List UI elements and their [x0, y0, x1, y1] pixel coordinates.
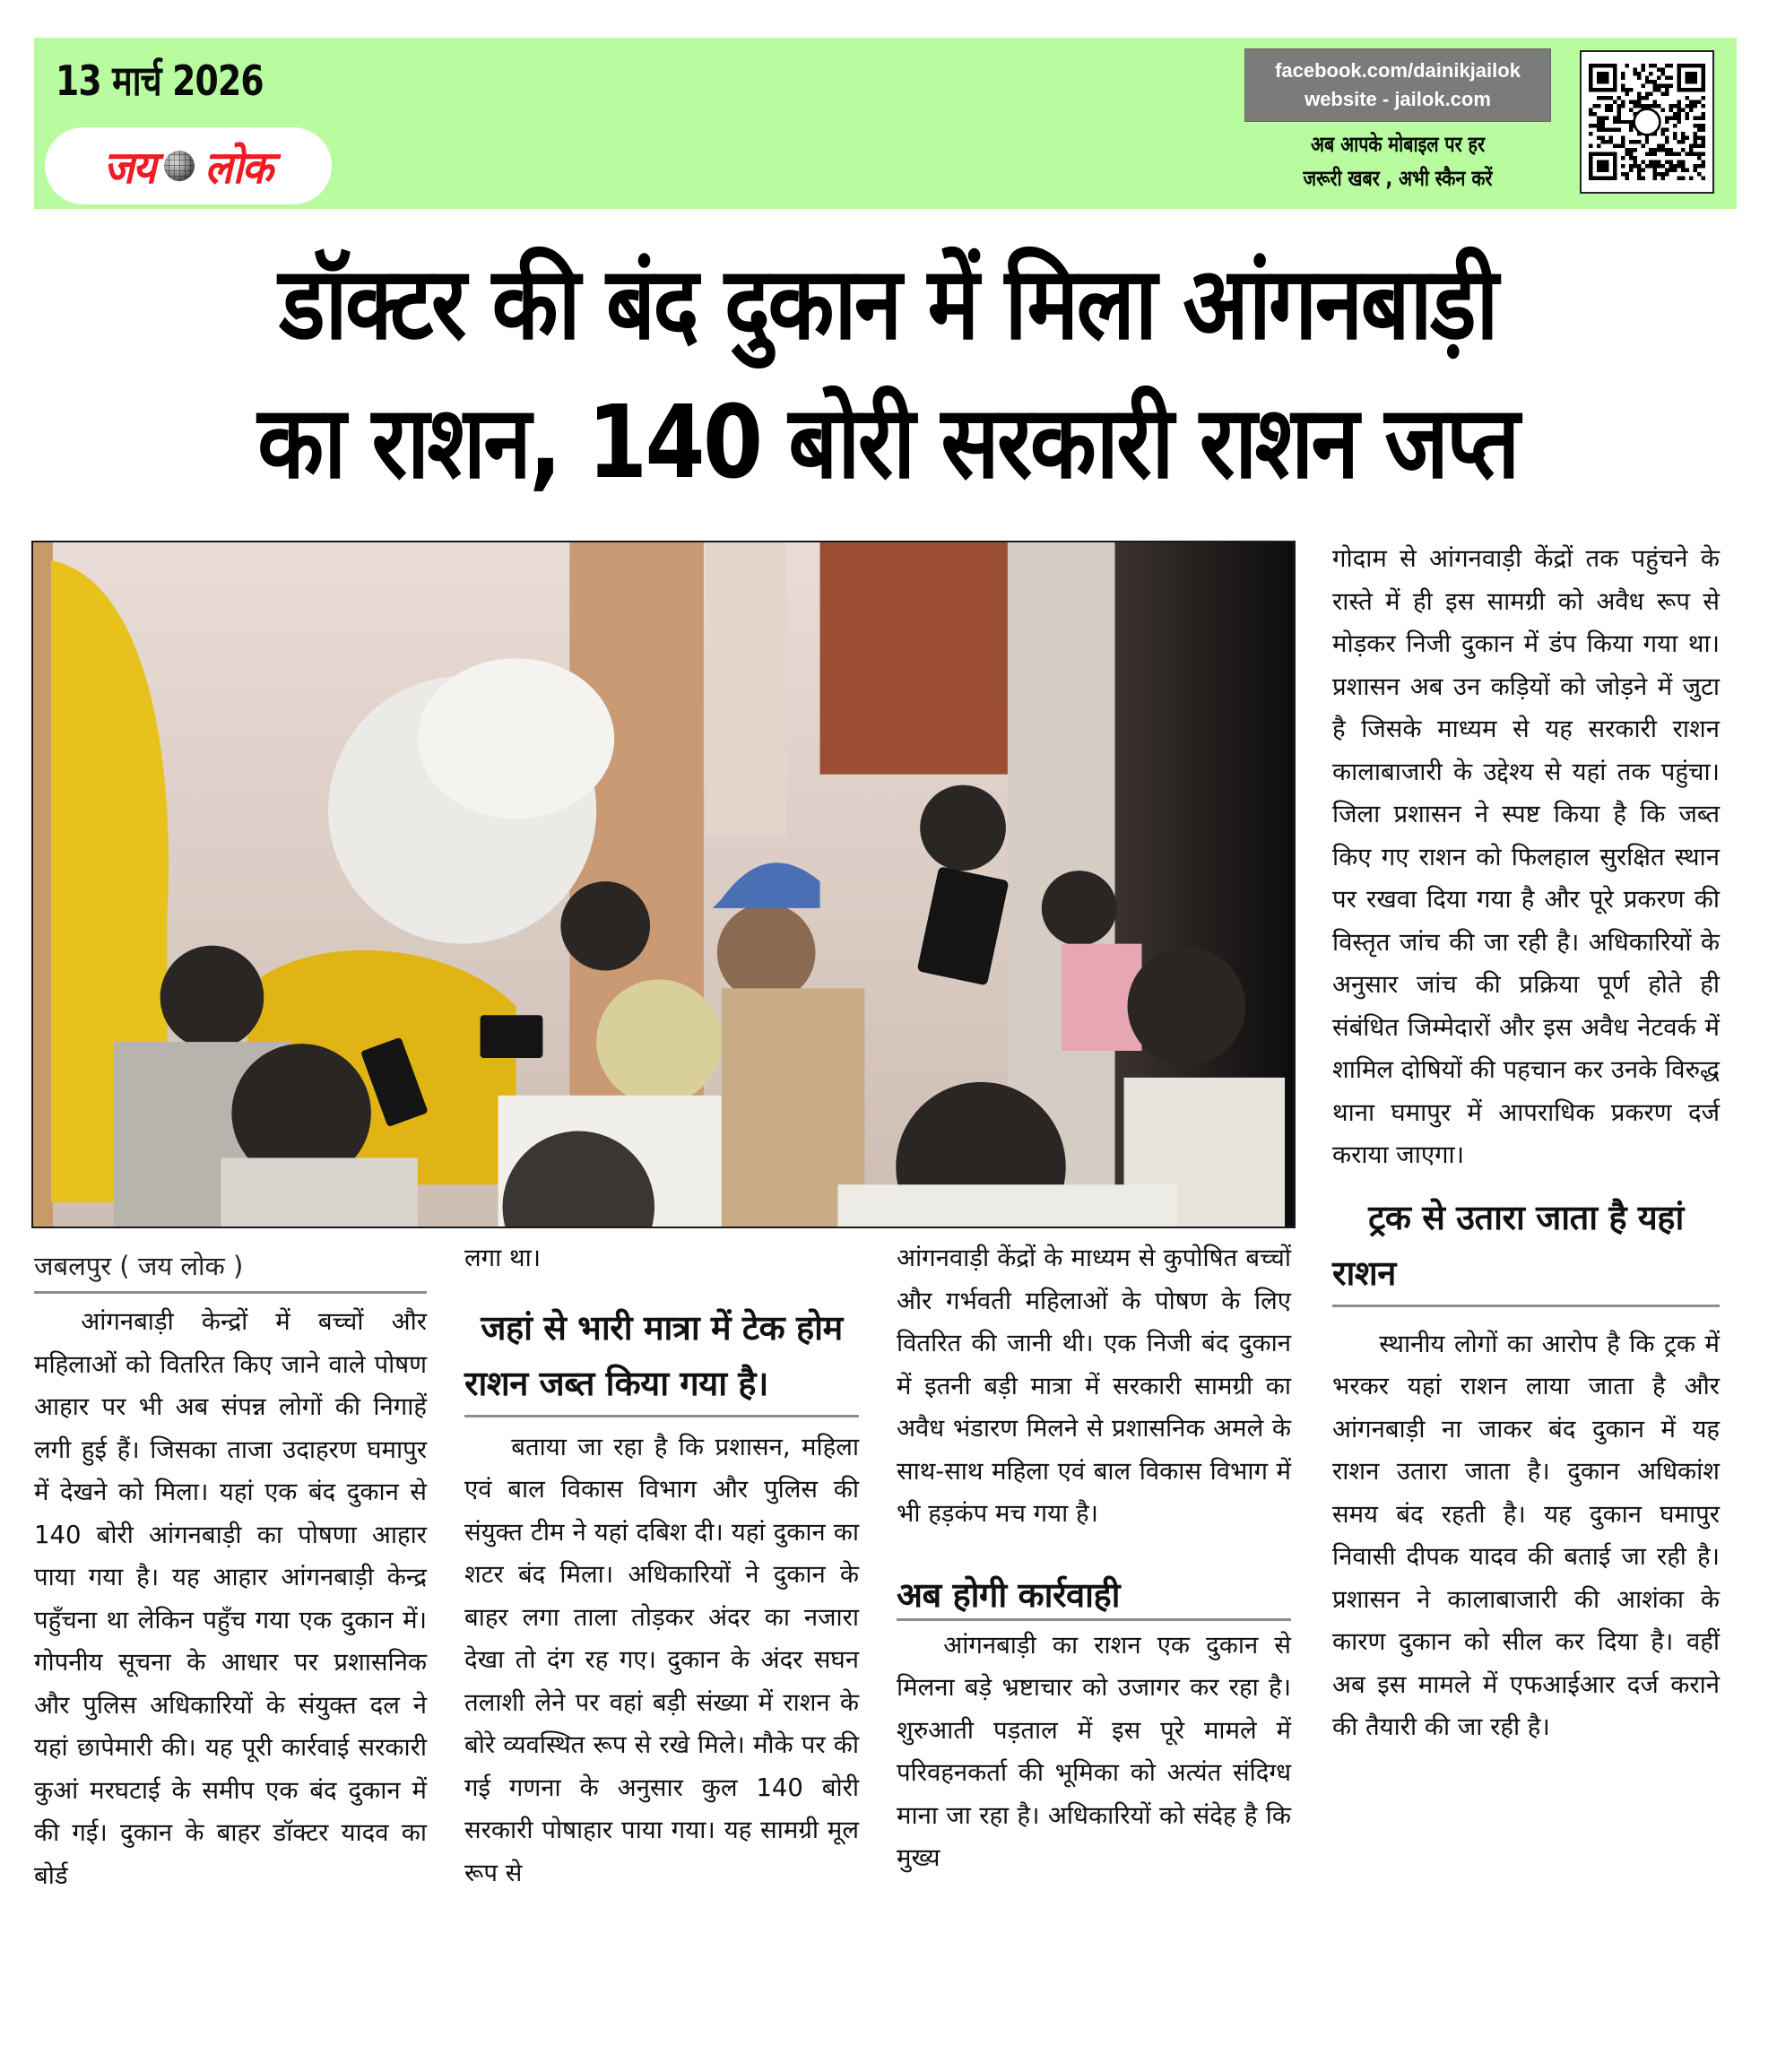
scan-prompt-line-1: अब आपके मोबाइल पर हर	[1310, 132, 1486, 157]
main-headline	[27, 235, 1748, 513]
subheading-action-to-follow: अब होगी कार्रवाही	[897, 1572, 1291, 1621]
continuation-text: आंगनवाड़ी केंद्रों के माध्यम से कुपोषित बच्चों और गर्भवती महिलाओं के पोषण के लिए वितरित की जानी थी। एक निजी बंद दुकान में इतनी बड़ी मात्रा में सरकारी सामग्री का अवैध भंडारण मिलने से प्रशासनिक अमले के साथ-साथ महिला एवं बाल विकास विभाग में भी हड़कंप मच गया है।	[897, 1244, 1291, 1528]
social-links-box	[1244, 48, 1551, 122]
logo-word-jai: जय	[103, 142, 155, 194]
article-paragraph: बताया जा रहा है कि प्रशासन, महिला एवं बाल विकास विभाग और पुलिस की संयुक्त टीम ने यहां दबिश दी। यहां दुकान का शटर बंद मिला। अधिकारियों ने दुकान के बाहर लगा ताला तोड़कर अंदर का नजारा देखा तो दंग रह गए। दुकान के अंदर सघन तलाशी लेने पर वहां बड़ी संख्या में राशन के बोरे व्यवस्थित रूप से रखे मिले। मौके पर की गई गणना के अनुसार कुल 140 बोरी सरकारी पोषाहार पाया गया। यह सामग्री मूल रूप से	[464, 1432, 859, 1887]
headline-line-1: डॉक्टर की बंद दुकान में मिला आंगनबाड़ी	[279, 246, 1496, 362]
dateline: जबलपुर ( जय लोक )	[34, 1246, 427, 1294]
masthead-band	[34, 38, 1737, 209]
photo-illustration	[33, 542, 1294, 1227]
subheading-ration-seized: जहां से भारी मात्रा में टेक होम राशन जब्त किया गया है।	[464, 1300, 859, 1417]
brick-wall	[820, 542, 1008, 775]
whatsapp-qr-code-icon[interactable]	[1580, 50, 1714, 194]
scan-prompt-line-2: जरूरी खबर , अभी स्कैन करें	[1303, 166, 1493, 191]
article-column-2	[464, 1237, 859, 1894]
continuation-text: लगा था।	[464, 1244, 542, 1272]
article-column-3	[897, 1237, 1291, 1880]
website-link[interactable]: website - jailok.com	[1305, 88, 1491, 110]
issue-date: 13 मार्च 2026	[56, 56, 264, 105]
news-photo	[31, 541, 1296, 1228]
globe-icon	[164, 151, 195, 181]
article-column-4	[1332, 538, 1720, 1749]
article-paragraph: आंगनबाड़ी का राशन एक दुकान से मिलना बड़े भ्रष्टाचार को उजागर कर रहा है। शुरुआती पड़ताल में इस पूरे मामले में परिवहनकर्ता की भूमिका को अत्यंत संदिग्ध माना जा रहा है। अधिकारियों को संदेह है कि मुख्य	[897, 1630, 1291, 1872]
shutter	[706, 542, 786, 837]
headline-line-2: का राशन, 140 बोरी सरकारी राशन जप्त	[257, 385, 1518, 501]
article-column-1	[34, 1246, 427, 1897]
logo-word-lok: लोक	[204, 142, 273, 194]
qr-code-graphic	[1589, 59, 1705, 185]
article-paragraph: स्थानीय लोगों का आरोप है कि ट्रक में भरकर यहां राशन लाया जाता है और आंगनबाड़ी ना जाकर बंद दुकान में यह राशन उतारा जाता है। दुकान अधिकांश समय बंद रहती है। यह दुकान घमापुर निवासी दीपक यादव की बताई जा रही है। प्रशासन ने कालाबाजारी की आशंका के कारण दुकान को सील कर दिया है। वहीं अब इस मामले में एफआईआर दर्ज कराने की तैयारी की जा रही है।	[1332, 1329, 1720, 1741]
continuation-text: गोदाम से आंगनवाड़ी केंद्रों तक पहुंचने के रास्ते में ही इस सामग्री को अवैध रूप से मोड़कर निजी दुकान में डंप किया गया था। प्रशासन अब उन कड़ियों को जोड़ने में जुटा है जिसके माध्यम से यह सरकारी राशन कालाबाजारी के उद्देश्य से यहां तक पहुंचा। जिला प्रशासन ने स्पष्ट किया है कि जब्त किए गए राशन को फिलहाल सुरक्षित स्थान पर रखवा दिया गया है और पूरे प्रकरण की विस्तृत जांच की जा रही है। अधिकारियों के अनुसार जांच की प्रक्रिया पूर्ण होते ही संबंधित जिम्मेदारों और इस अवैध नेटवर्क में शामिल दोषियों की पहचान कर उनके विरुद्ध थाना घमापुर में आपराधिक प्रकरण दर्ज कराया जाएगा।	[1332, 544, 1720, 1169]
article-lead-paragraph: आंगनबाड़ी केन्द्रों में बच्चों और महिलाओं को वितरित किए जाने वाले पोषण आहार पर भी अब संपन्न लोगों की निगाहें लगी हुई हैं। जिसका ताजा उदाहरण घमापुर में देखने को मिला। यहां एक बंद दुकान से 140 बोरी आंगनबाड़ी का पोषणा आहार पाया गया है। यह आहार आंगनबाड़ी केन्द्र पहुँचना था लेकिन पहुँच गया एक दुकान में। गोपनीय सूचना के आधार पर प्रशासनिक और पुलिस अधिकारियों के संयुक्त दल ने यहां छापेमारी की। यह पूरी कार्रवाई सरकारी कुआं मरघटाई के समीप एक बंद दुकान में की गई। दुकान के बाहर डॉक्टर यादव का बोर्ड	[34, 1307, 427, 1890]
whatsapp-icon	[1634, 109, 1660, 135]
subheading-unloaded-from-truck: ट्रक से उतारा जाता है यहां राशन	[1332, 1190, 1720, 1307]
scan-prompt	[1272, 127, 1523, 195]
door-frame	[33, 542, 53, 1227]
facebook-link[interactable]: facebook.com/dainikjailok	[1275, 59, 1521, 82]
newspaper-logo[interactable]	[45, 127, 332, 204]
